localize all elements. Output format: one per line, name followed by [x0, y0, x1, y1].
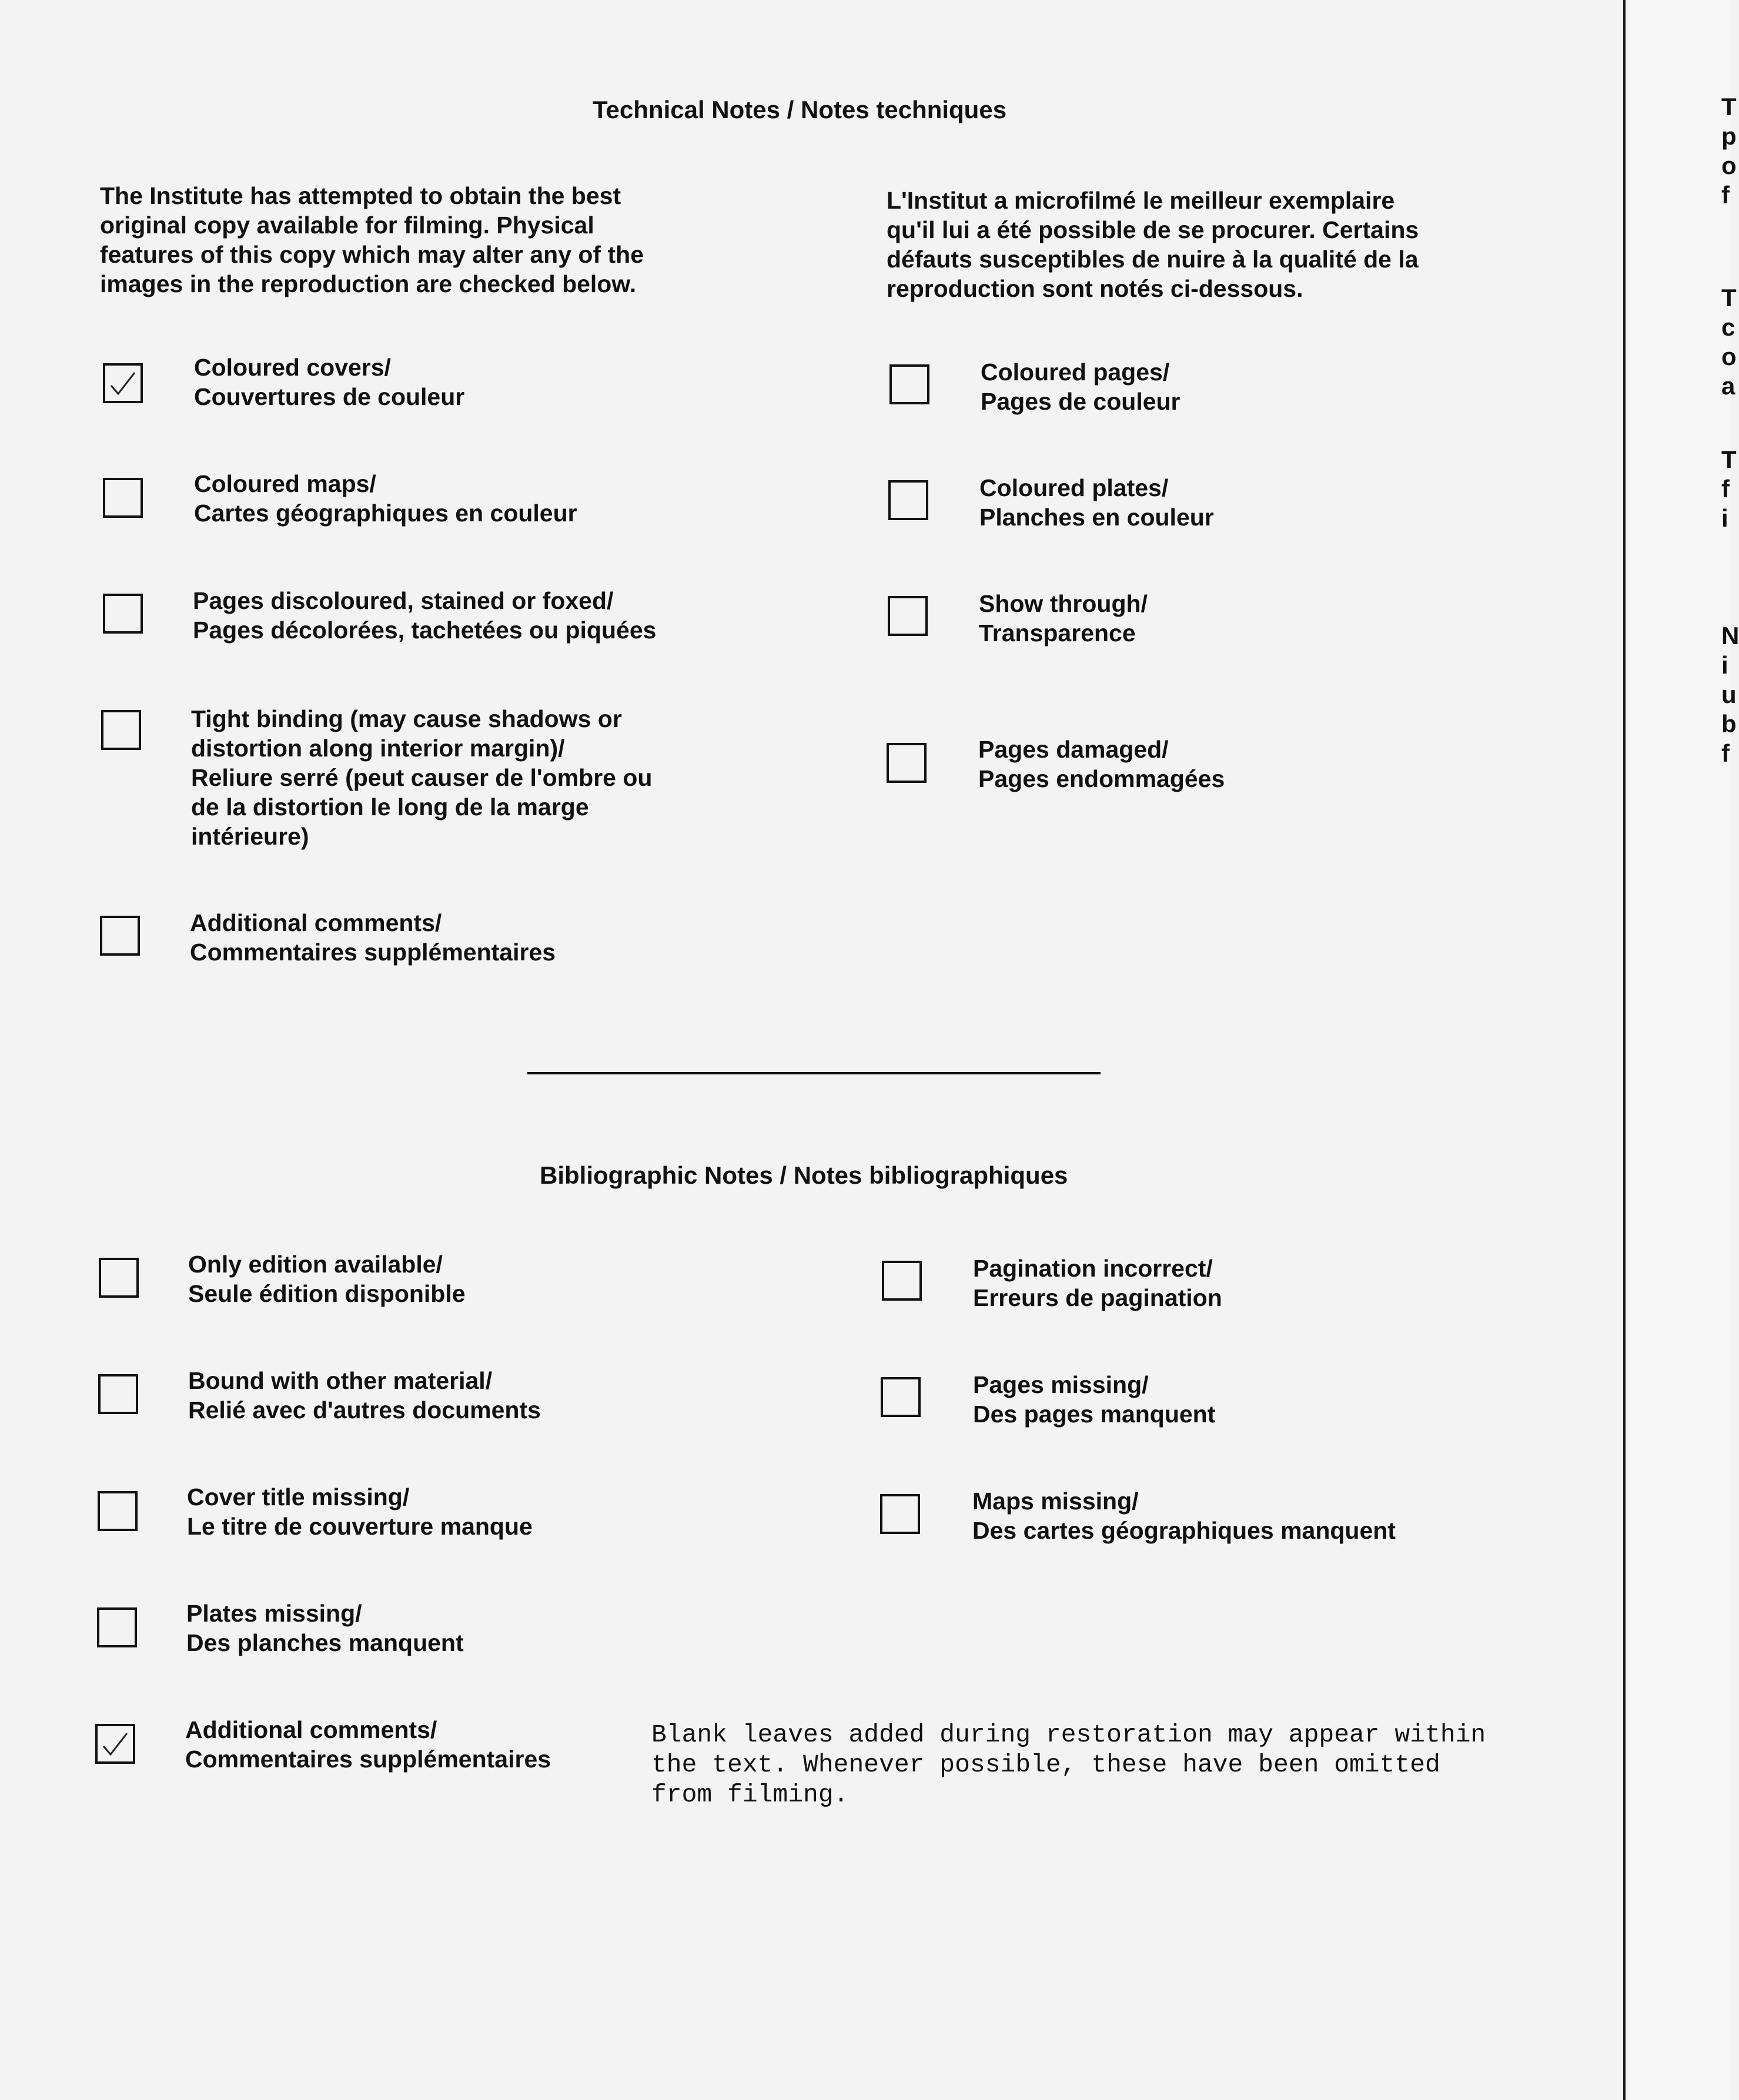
label-line: Erreurs de pagination — [973, 1284, 1222, 1311]
intro-french — [887, 186, 1419, 303]
label-line: Des cartes géographiques manquent — [972, 1517, 1396, 1544]
edge-letter: T — [1721, 446, 1737, 473]
label-only-edition — [188, 1250, 466, 1308]
label-line: Commentaires supplémentaires — [190, 939, 556, 966]
additional-comments-text: Blank leaves added during restoration may appear within the text. Whenever possible, these have been omitted from filming. — [651, 1720, 1486, 1809]
checkbox-plates-missing[interactable] — [97, 1607, 137, 1647]
checkbox-tight-binding[interactable] — [101, 710, 141, 750]
intro-french-line: qu'il lui a été possible de se procurer. Certains — [887, 216, 1419, 243]
label-line: de la distortion le long de la marge — [191, 793, 589, 820]
edge-letter: i — [1721, 504, 1728, 532]
checkbox-maps-missing[interactable] — [880, 1494, 920, 1534]
checkbox-coloured-pages[interactable] — [889, 364, 929, 404]
label-line: Cover title missing/ — [187, 1483, 410, 1510]
label-line: Only edition available/ — [188, 1251, 443, 1278]
label-line: intérieure) — [191, 823, 309, 850]
intro-english-line: The Institute has attempted to obtain the best — [100, 182, 621, 209]
label-show-through — [979, 589, 1148, 648]
label-line: Coloured plates/ — [979, 474, 1169, 501]
label-line: Show through/ — [979, 590, 1148, 617]
checkbox-pages-discoloured[interactable] — [103, 594, 143, 634]
edge-letter: f — [1721, 739, 1730, 767]
intro-french-line: défauts susceptibles de nuire à la qualité de la — [887, 246, 1419, 273]
label-line: Pages missing/ — [973, 1371, 1149, 1398]
intro-english-line: images in the reproduction are checked below. — [100, 270, 637, 297]
edge-letter: p — [1721, 122, 1737, 150]
label-line: Maps missing/ — [972, 1488, 1139, 1515]
intro-french-line: L'Institut a microfilmé le meilleur exemplaire — [887, 187, 1395, 214]
label-line: Plates missing/ — [186, 1600, 362, 1627]
label-plates-missing — [186, 1599, 464, 1657]
label-maps-missing — [972, 1486, 1396, 1545]
edge-letter: N — [1721, 622, 1739, 649]
label-cover-title-missing — [187, 1482, 533, 1541]
edge-letter: c — [1721, 313, 1735, 341]
label-line: Relié avec d'autres documents — [188, 1396, 541, 1424]
intro-english — [100, 181, 644, 299]
bibliographic-notes-title: Bibliographic Notes / Notes bibliographiques — [540, 1161, 1068, 1189]
label-line: Bound with other material/ — [188, 1367, 493, 1394]
edge-letter: u — [1721, 681, 1737, 708]
label-line: Additional comments/ — [185, 1716, 437, 1743]
label-pagination-incorrect — [973, 1254, 1222, 1312]
label-line: Commentaires supplémentaires — [185, 1746, 551, 1773]
label-pages-damaged — [978, 735, 1225, 793]
checkbox-pages-missing[interactable] — [881, 1377, 921, 1417]
intro-english-line: original copy available for filming. Physical — [100, 212, 594, 239]
edge-letter: f — [1721, 475, 1730, 503]
label-line: Pagination incorrect/ — [973, 1255, 1213, 1282]
label-coloured-covers — [194, 353, 464, 411]
checkbox-additional-comments-technical[interactable] — [100, 916, 140, 956]
adjacent-page-strip — [1626, 0, 1731, 2100]
label-bound-with — [188, 1366, 541, 1425]
checkbox-only-edition[interactable] — [99, 1258, 139, 1298]
checkbox-show-through[interactable] — [888, 596, 928, 636]
label-line: Seule édition disponible — [188, 1280, 466, 1307]
label-line: Reliure serré (peut causer de l'ombre ou — [191, 764, 653, 791]
technical-notes-title: Technical Notes / Notes techniques — [593, 96, 1007, 123]
checkbox-coloured-maps[interactable] — [103, 478, 143, 518]
label-coloured-maps — [194, 469, 577, 528]
label-line: Pages de couleur — [981, 388, 1180, 415]
label-line: Pages endommagées — [978, 765, 1225, 792]
label-line: Couvertures de couleur — [194, 383, 465, 410]
label-line: Additional comments/ — [190, 909, 442, 936]
section-divider — [527, 1072, 1101, 1074]
label-line: Pages damaged/ — [978, 736, 1169, 763]
label-line: Pages décolorées, tachetées ou piquées — [193, 617, 657, 644]
label-line: Transparence — [979, 619, 1136, 647]
label-additional-comments-bibliographic — [185, 1715, 551, 1774]
checkbox-coloured-plates[interactable] — [888, 480, 928, 520]
edge-letter: f — [1721, 181, 1730, 209]
checkbox-additional-comments-bibliographic[interactable] — [95, 1724, 135, 1764]
label-pages-missing — [973, 1370, 1215, 1429]
label-line: Planches en couleur — [979, 504, 1214, 531]
edge-letter: T — [1721, 93, 1737, 120]
label-line: Des pages manquent — [973, 1401, 1216, 1428]
label-line: Coloured pages/ — [981, 359, 1170, 386]
label-line: distortion along interior margin)/ — [191, 735, 565, 762]
label-line: Cartes géographiques en couleur — [194, 500, 577, 527]
edge-letter: a — [1721, 372, 1735, 400]
checkbox-bound-with[interactable] — [98, 1374, 138, 1414]
label-additional-comments-technical — [190, 908, 556, 967]
checkbox-cover-title-missing[interactable] — [98, 1491, 138, 1531]
label-line: Pages discoloured, stained or foxed/ — [193, 587, 614, 614]
label-line: Le titre de couverture manque — [187, 1513, 533, 1540]
edge-letter: o — [1721, 152, 1737, 179]
label-line: Tight binding (may cause shadows or — [191, 705, 622, 732]
edge-letter: T — [1721, 284, 1737, 312]
label-coloured-pages — [981, 357, 1180, 416]
edge-letter: i — [1721, 651, 1728, 679]
checkbox-pages-damaged[interactable] — [887, 743, 927, 783]
checkbox-coloured-covers[interactable] — [103, 363, 143, 403]
checkbox-pagination-incorrect[interactable] — [882, 1261, 922, 1301]
intro-english-line: features of this copy which may alter any of the — [100, 241, 644, 268]
edge-letter: b — [1721, 710, 1737, 738]
label-tight-binding — [191, 704, 652, 851]
intro-french-line: reproduction sont notés ci-dessous. — [887, 275, 1303, 302]
label-pages-discoloured — [193, 586, 656, 645]
edge-letter: o — [1721, 343, 1737, 370]
label-coloured-plates — [979, 473, 1214, 532]
check-mark-icon — [100, 1729, 131, 1759]
label-line: Des planches manquent — [186, 1629, 464, 1656]
label-line: Coloured maps/ — [194, 470, 376, 497]
check-mark-icon — [108, 368, 138, 398]
label-line: Coloured covers/ — [194, 354, 391, 381]
